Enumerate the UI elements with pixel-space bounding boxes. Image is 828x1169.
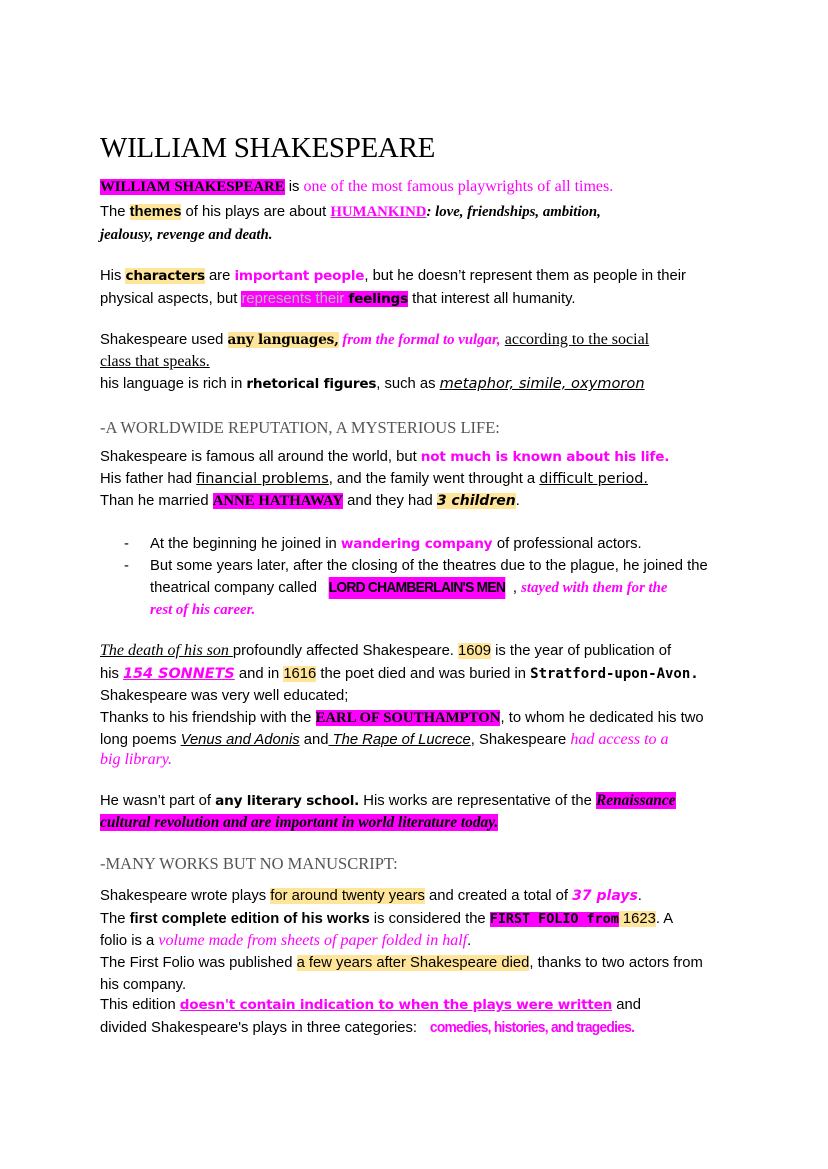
- text: and: [299, 732, 329, 748]
- text: Shakespeare was very well educated;: [100, 688, 349, 704]
- text: is the year of publication of: [490, 643, 672, 659]
- text: , and the family went throught a: [328, 471, 540, 487]
- text: divided Shakespeare's plays in three categories:: [100, 1020, 422, 1036]
- text: profoundly affected Shakespeare.: [232, 643, 459, 659]
- represents-highlight: represents their: [241, 291, 349, 307]
- works-line-5: [100, 974, 186, 996]
- year-1623-highlight: 1623: [618, 911, 656, 927]
- section-heading-reputation: -A WORLDWIDE REPUTATION, A MYSTERIOUS LIFE:: [100, 418, 500, 437]
- first-folio-highlight: FIRST FOLIO from: [489, 912, 619, 927]
- themes-highlight: themes: [129, 204, 182, 220]
- text: is considered the: [369, 911, 490, 927]
- text: But some years later, after the closing of the theatres due to the plague, he joined the: [150, 558, 708, 574]
- humankind-link-text: HUMANKIND: [330, 204, 427, 220]
- anne-hathaway-highlight: ANNE HATHAWAY: [212, 493, 344, 509]
- characters-line-2: [100, 288, 575, 310]
- works-line-1: [100, 885, 642, 907]
- intro-line-3: [100, 224, 272, 246]
- works-line-7: [100, 1017, 643, 1039]
- text: The: [100, 204, 130, 220]
- language-line-3: [100, 373, 645, 395]
- death-line-2: [100, 663, 699, 685]
- text: his language is rich in: [100, 376, 247, 392]
- wandering-company: wandering company: [340, 536, 497, 552]
- play-categories: comedies, histories, and tragedies.: [430, 1019, 635, 1036]
- life-line-3: [100, 490, 520, 512]
- any-languages-highlight: any languages,: [227, 332, 339, 348]
- feelings-highlight: feelings: [348, 291, 408, 307]
- year-1609-highlight: 1609: [458, 643, 491, 659]
- renaissance-cont-highlight: cultural revolution and are important in world literature today.: [100, 814, 499, 831]
- renaissance-line-1: [100, 790, 676, 812]
- death-of-son: The death of his son: [100, 642, 233, 659]
- text: . A: [655, 911, 674, 927]
- text: are: [204, 268, 235, 284]
- no-dates: doesn't contain indication to when the plays were written: [179, 997, 613, 1013]
- characters-highlight: characters: [125, 268, 205, 284]
- death-line-5: [100, 729, 669, 751]
- text: and: [612, 997, 641, 1013]
- difficult-period: difficult period.: [539, 471, 648, 487]
- rest-of-career: rest of his career.: [150, 602, 256, 618]
- rhetorical-figures: rhetorical figures: [246, 376, 377, 392]
- social-class: according to the social: [504, 331, 650, 348]
- renaissance-line-2: [100, 812, 498, 834]
- text: folio is a: [100, 933, 159, 949]
- list-item-2-line-1: [150, 555, 708, 577]
- text: his company.: [100, 977, 187, 993]
- death-line-6: [100, 749, 172, 771]
- text: The: [100, 911, 130, 927]
- life-line-2: [100, 468, 648, 490]
- section-heading-works: -MANY WORKS BUT NO MANUSCRIPT:: [100, 854, 398, 873]
- text: His father had: [100, 471, 197, 487]
- text: of his plays are about: [181, 204, 331, 220]
- themes-list-cont: jealousy, revenge and death.: [100, 227, 273, 243]
- folio-definition: volume made from sheets of paper folded in half: [158, 932, 468, 949]
- important-people: important people: [234, 268, 365, 284]
- works-line-4: [100, 952, 703, 974]
- social-class-cont: class that speaks.: [100, 353, 210, 370]
- text: of professional actors.: [496, 536, 642, 552]
- works-line-6: [100, 994, 641, 1016]
- text: ,: [512, 580, 522, 596]
- text: is: [284, 179, 304, 195]
- text: Thanks to his friendship with the: [100, 710, 316, 726]
- themes-list: : love, friendships, ambition,: [426, 204, 601, 220]
- text: At the beginning he joined in: [150, 536, 341, 552]
- text: The First Folio was published: [100, 955, 297, 971]
- sonnets: 154 SONNETS: [123, 666, 235, 682]
- text: Shakespeare is famous all around the world, but: [100, 449, 421, 465]
- text: and they had: [343, 493, 437, 509]
- intro-line-2: [100, 201, 601, 223]
- venus-adonis: Venus and Adonis: [180, 732, 300, 748]
- death-line-1: [100, 640, 671, 662]
- text: , such as: [376, 376, 440, 392]
- first-edition: first complete edition of his works: [129, 911, 370, 927]
- list-item-2-line-2: [150, 577, 667, 599]
- text: .: [467, 933, 472, 949]
- list-bullet: -: [124, 536, 129, 552]
- death-line-4: [100, 707, 704, 729]
- big-library-cont: big library.: [100, 751, 173, 768]
- name-highlight: WILLIAM SHAKESPEARE: [100, 179, 285, 195]
- text: long poems: [100, 732, 181, 748]
- text: physical aspects, but: [100, 291, 242, 307]
- death-line-3: [100, 685, 348, 707]
- text: This edition: [100, 997, 180, 1013]
- stratford: Stratford-upon-Avon.: [530, 666, 699, 682]
- text: , Shakespeare: [470, 732, 571, 748]
- list-bullet: -: [124, 558, 129, 574]
- text: , to whom he dedicated his two: [500, 710, 704, 726]
- not-much-known: not much is known about his life.: [420, 449, 670, 465]
- page-title: WILLIAM SHAKESPEARE: [100, 132, 436, 164]
- text: .: [637, 888, 642, 904]
- stayed-with-them: stayed with them for the: [521, 580, 668, 596]
- three-children-highlight: 3 children: [436, 493, 516, 509]
- text: .: [515, 493, 520, 509]
- text: Shakespeare wrote plays: [100, 888, 271, 904]
- famous-phrase: one of the most famous playwrights of all times.: [303, 178, 614, 195]
- life-line-1: [100, 446, 669, 468]
- language-line-2: [100, 351, 210, 373]
- text: and in: [234, 666, 284, 682]
- text: that interest all humanity.: [407, 291, 576, 307]
- formal-vulgar: from the formal to vulgar,: [338, 332, 501, 348]
- text: theatrical company called: [150, 580, 322, 596]
- after-death-highlight: a few years after Shakespeare died: [296, 955, 530, 971]
- text: Shakespeare used: [100, 332, 228, 348]
- text: He wasn’t part of: [100, 793, 216, 809]
- figures-examples: metaphor, simile, oxymoron: [439, 375, 645, 392]
- financial-problems: financial problems: [196, 471, 329, 487]
- plays-count: 37 plays: [572, 888, 638, 904]
- language-line-1: [100, 329, 649, 351]
- twenty-years-highlight: for around twenty years: [270, 888, 425, 904]
- intro-line-1: [100, 176, 613, 198]
- list-item-2-line-3: [150, 599, 255, 621]
- text: his: [100, 666, 124, 682]
- characters-line-1: [100, 265, 686, 287]
- big-library: had access to a: [570, 731, 669, 748]
- text: , thanks to two actors from: [529, 955, 703, 971]
- text: Than he married: [100, 493, 213, 509]
- renaissance-highlight: Renaissance: [596, 792, 676, 809]
- text: and created a total of: [424, 888, 573, 904]
- literary-school: any literary school.: [215, 793, 360, 809]
- earl-highlight: EARL OF SOUTHAMPTON: [315, 710, 501, 726]
- text: His: [100, 268, 126, 284]
- list-item-1: [150, 533, 642, 555]
- lord-chamberlains-highlight: LORD CHAMBERLAIN'S MEN: [329, 577, 505, 599]
- text: His works are representative of the: [359, 793, 596, 809]
- works-line-3: [100, 930, 471, 952]
- rape-of-lucrece: The Rape of Lucrece: [328, 732, 471, 748]
- text: , but he doesn’t represent them as people in their: [364, 268, 686, 284]
- text: the poet died and was buried in: [316, 666, 531, 682]
- works-line-2: [100, 908, 673, 931]
- year-1616-highlight: 1616: [283, 666, 317, 682]
